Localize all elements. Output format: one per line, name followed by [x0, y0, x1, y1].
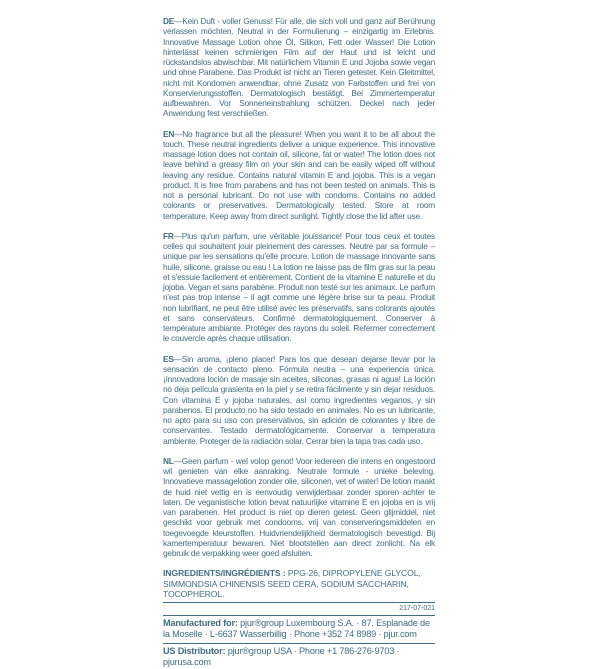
distributor-heading: US Distributor: [163, 645, 226, 656]
language-code: ES [163, 353, 174, 364]
ingredients-heading: INGREDIENTS/INGRÉDIENTS : [163, 568, 286, 579]
product-label [163, 16, 435, 669]
manufacturer-heading: Manufactured for: [163, 617, 238, 628]
paragraph-en [163, 129, 435, 221]
paragraph-text: —Plus qu'un parfum, une véritable jouissance! Pour tous ceux et toutes celles qui souhaitent jouir pleinement des caresses. Neutre par sa formule – unique par les sensations qu'elle procure. Lotion de massage innovante sans huile, silicone, graisse ou eau ! La lotion ne laisse pas de film gras sur la peau et s'essuie facilement et entièrement. Contient de la vitamine E naturelle et du jojoba. Vegan et sans parabène. Produit non testé sur les animaux. Le parfum n'est pas trop intense – il agit comme une légère brise sur ta peau. Produit non lubrifiant, ne peut être utilisé avec les préservatifs, sans colorants ajoutés et sans conservateurs. Confirmé dermatologiquement. Conserver à température ambiante. Protéger des rayons du soleil. Refermer correctement le couvercle après chaque utilisation. [163, 230, 435, 344]
language-code: DE [163, 16, 175, 26]
manufacturer-text: pjur®group Luxembourg S.A. · 87, Esplanade de la Moselle · L-6637 Wasserbillig · Phone +352 74 8989 · pjur.com [163, 617, 430, 640]
paragraph-text: —Sin aroma, ¡pleno placer! Para los que desean dejarse llevar por la sensación de contacto pleno. Fórmula neutra – una experiencia única. ¡Innovadora loción de masaje sin aceites, siliconas, grasas ni agua! La loción no deja película grasienta en la piel y se retira fácilmente y sin dejar residuos. Con vitamina E y jojoba naturales, así como ingredientes veganos, y sin parabenos. El producto no ha sido testado en animales. No es un lubricante, no apto para su uso con preservativos, sin adición de colorantes y libre de conservantes. Testado dermatológicamente. Conservar a temperatura ambiente. Proteger de la radiación solar. Cerrar bien la tapa tras cada uso. [163, 353, 435, 446]
batch-code: 217-07-021 [399, 604, 435, 612]
paragraph-fr [163, 231, 435, 344]
divider [163, 602, 435, 603]
paragraph-text: —Kein Duft - voller Genuss! Für alle, die sich voll und ganz auf Berührung verlassen möchten. Neutral in der Formulierung – einzigartig im Erlebnis. Innovative Massage Lotion ohne Öl, Silikon, Fett oder Wasser! Die Lotion hinterlässt keinen schmierigen Film auf der Haut und ist leicht und rückstandslos abwischbar. Mit natürlichem Vitamin E und Jojoba sowie vegan und ohne Parabene. Das Produkt ist nicht an Tieren getestet. Kein Gleitmittel, nicht mit Kondomen anwendbar, ohne Zusatz von Farbstoffen und frei von Konservierungsstoffen. Dermatologisch bestätigt. Bei Zimmertemperatur aufbewahren. Vor Sonneneinstrahlung schützen. Deckel nach jeder Anwendung fest verschließen. [163, 16, 435, 119]
manufacturer-block [163, 618, 435, 641]
ingredients-block [163, 568, 435, 600]
language-code: NL [163, 455, 174, 466]
paragraph-nl [163, 456, 435, 559]
paragraph-text: —Geen parfum - wel volop genot! Voor iedereen die intens en ongestoord wil genieten van elke aanraking. Neutrale formule - unieke beleving. Innovatieve massagelotion zonder olie, siliconen, vet of water! De lotion maakt de huid niet vettig en is eenvoudig verwijderbaar zonder sporen achter te laten. De veganistische lotion bevat natuurlijke vitamine E en jojoba en is vrij van parabenen. Het product is niet op dieren getest. Geen glijmiddel, niet geschikt voor gebruik met condooms, vrij van conserveringsmiddelen en toegevoegde kleurstoffen. Huidvriendelijkheid dermatologisch bevestigd. Bij kamertemperatuur bewaren. Niet blootstellen aan direct zonlicht. Na elk gebruik de verpakking weer goed afsluiten. [163, 455, 435, 558]
language-sections [163, 16, 435, 558]
divider [163, 615, 435, 616]
distributor-text: pjur®group USA · Phone +1 786-276-9703 · pjurusa.com [163, 645, 400, 668]
paragraph-text: —No fragrance but all the pleasure! When you want it to be all about the touch. These neutral ingredients deliver a unique experience. This innovative massage lotion does not contain oil, silicone, fat or water! The lotion does not leave behind a greasy film on your skin and can be easily wiped off without leaving any residue. Contains natural vitamin E and jojoba. This is a vegan product. It is free from parabens and has not been tested on animals. This is not a personal lubricant. Do not use with condoms. Contains no added colorants or preservatives. Dermatologically tested. Store at room temperature. Keep away from direct sunlight. Tightly close the lid after use. [163, 128, 435, 221]
divider [163, 643, 435, 644]
ingredients-text: PPG-26, DIPROPYLENE GLYCOL, SIMMONDSIA CHINENSIS SEED CERA, SODIUM SACCHARIN, TOCOPHEROL. [163, 568, 421, 600]
language-code: FR [163, 230, 174, 241]
paragraph-es [163, 354, 435, 446]
language-code: EN [163, 128, 175, 139]
paragraph-de [163, 16, 435, 119]
distributor-block [163, 646, 435, 669]
